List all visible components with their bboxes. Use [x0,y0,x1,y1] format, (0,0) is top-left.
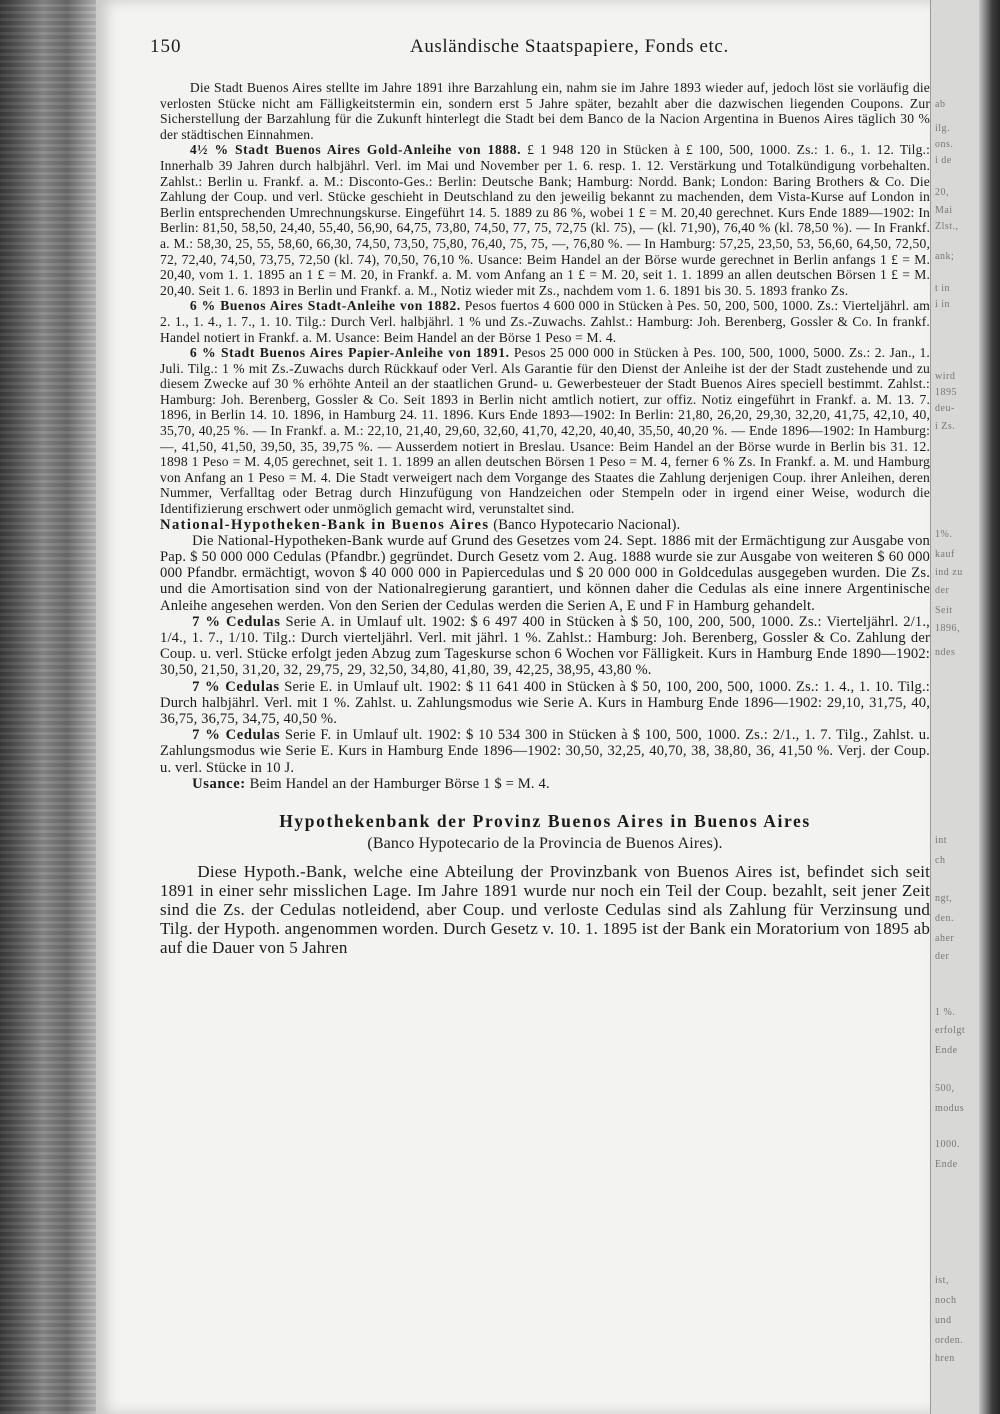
loan-title: 6 % Buenos Aires Stadt-Anleihe von 1882. [189,298,461,314]
neighbor-text-fragment: aher [935,933,955,944]
neighbor-text-fragment: i Zs. [935,421,956,432]
neighbor-text-fragment: Zlst., [935,221,959,232]
cedulas-title: 7 % Cedulas [192,678,280,695]
neighbor-text-fragment: der [935,585,950,596]
neighbor-text-fragment: ind zu [935,567,963,578]
neighbor-text-fragment: Mai [935,205,953,216]
running-title: Ausländische Staatspapiere, Fonds etc. [410,36,729,57]
paragraph-intro [160,533,930,614]
neighbor-text-fragment: ch [935,855,946,866]
section-national-mortgage-bank [160,517,930,792]
paragraph-cedulas-serie-f [160,727,930,776]
page-header [150,36,920,62]
neighbor-text-fragment: noch [935,1295,957,1306]
section-heading-title: Hypothekenbank der Provinz Buenos Aires in Buenos Aires [279,811,811,832]
section-buenos-aires-city-loans [160,80,930,517]
neighbor-text-fragment: 1%. [935,529,953,540]
paragraph-usance [160,776,930,792]
neighbor-text-fragment: deu- [935,403,955,414]
paragraph-cedulas-serie-a [160,614,930,679]
neighbor-text-fragment: hren [935,1353,955,1364]
neighbor-text-fragment: ab [935,99,946,110]
paragraph-body [160,862,930,957]
neighbor-text-fragment: Seit [935,605,953,616]
paragraph-paper-loan-1891 [160,345,930,517]
paragraph-gold-loan-1888 [160,142,930,298]
neighbor-text-fragment: Ende [935,1159,958,1170]
neighbor-text-fragment: ndes [935,647,956,658]
paragraph-text: Serie F. in Umlauf ult. 1902: $ 10 534 300 in Stücken à $ 100, 500, 1000. Zs.: 2/1., 1. 7. Tilg., Zahlst. u. Zahlungsmodus wie Serie E. Kurs in Hamburg Ende 1896—1902: 30,50, 32,25, 40,70, 38, 38,80, 36, 41,50 %. Verj. der Coup. u. verl. Stücke in 10 J. [160,727,930,776]
neighbor-text-fragment: Ende [935,1045,958,1056]
scan-edge-shadow [979,0,1000,1414]
neighbor-text-fragment: ank; [935,251,955,262]
paragraph-cedulas-serie-e [160,679,930,728]
neighbor-text-fragment: erfolgt [935,1025,966,1036]
neighbor-text-fragment: 500, [935,1083,955,1094]
page-content [160,80,930,1410]
scan-binding-gutter [0,0,96,1414]
neighbor-text-fragment: ist, [935,1275,949,1286]
neighbor-text-fragment: und [935,1315,952,1326]
neighbor-text-fragment: der [935,951,950,962]
neighbor-text-fragment: 1895 [935,387,957,398]
neighbor-text-fragment: wird [935,371,956,382]
paragraph-text: Pesos 25 000 000 in Stücken à Pes. 100, 500, 1000, 5000. Zs.: 2. Jan., 1. Juli. Tilg.: 1 % mit Zs.-Zuwachs durch Rückkauf oder Verl. Als Garantie für den Dienst der Anleihe ist der der Stadt zustehende und zu diesem Zwecke auf 30 % erhöhte Anteil an der staatlichen Grund- u. Gewerbesteuer der Stadt Buenos Aires speciell bestimmt. Zahlst.: Hamburg: Joh. Berenberg, Gossler & Co. Seit 1893 in Berlin nicht amtlich notiert, zur offiz. Notiz eingeführt in Frankf. a. M. 13. 7. 1896, in Berlin 14. 10. 1896, in Hamburg 24. 11. 1896. Kurs Ende 1893—1902: In Berlin: 21,80, 26,20, 29,30, 32,20, 41,75, 42,10, 40, 35,70, 40,25 %. — In Frankf. a. M.: 22,10, 21,40, 29,60, 32,60, 41,70, 42,20, 40,40, 35,50, 40,20 %. — Ende 1896—1902: In Hamburg: —, 41,50, 41,50, 39,50, 35, 39,75 %. — Ausserdem notiert in Breslau. Usance: Beim Handel an der Börse wurde in Berlin bis 31. 12. 1898 1 Peso = M. 4,05 gerechnet, seit 1. 1. 1899 an allen deutschen Börsen 1 Peso = M. 4, ferner 6 % Zs. In Frankf. a. M. und Hamburg von Anfang an 1 Peso = M. 4. Die Stadt verweigert nach dem Vorgange des Staates die Zahlung derjenigen Coup. ihrer Anleihen, deren Nummer, Verfalltag oder Betrag durch Hinzufügung von Handzeichen oder Stempeln oder in irgend einer Weise, wodurch die Identifizierung erschwert oder unmöglich gemacht wird, verunstaltet sind. [160,345,930,517]
neighbor-text-fragment: 1000. [935,1139,960,1150]
neighbor-text-fragment: kauf [935,549,955,560]
neighbor-text-fragment: 20, [935,187,949,198]
paragraph-intro [160,80,930,142]
section-heading-subtitle: (Banco Hypotecario de la Provincia de Buenos Aires). [367,835,723,853]
neighbor-text-fragment: i in [935,299,951,310]
adjacent-page-strip [930,0,1000,1414]
section-heading [160,517,930,533]
section-heading-subtitle: (Banco Hypotecario Nacional). [493,516,681,533]
neighbor-text-fragment: ngt, [935,893,953,904]
neighbor-text-fragment: modus [935,1103,965,1114]
loan-title: 4½ % Stadt Buenos Aires Gold-Anleihe von 1888. [189,142,522,158]
neighbor-text-fragment: i de [935,155,952,166]
page-number: 150 [150,36,182,57]
section-provincial-mortgage-bank [160,810,930,957]
neighbor-text-fragment: orden. [935,1335,964,1346]
paragraph-city-loan-1882 [160,298,930,345]
paragraph-text: Beim Handel an der Hamburger Börse 1 $ = M. 4. [249,775,550,792]
paragraph-text: Die National-Hypotheken-Bank wurde auf Grund des Gesetzes vom 24. Sept. 1886 mit der Ermächtigung zur Ausgabe von Pap. $ 50 000 000 Cedulas (Pfandbr.) gegründet. Durch Gesetz vom 2. Aug. 1888 wurde sie zur Ausgabe von weiteren $ 60 000 000 Pfandbr. ermächtigt, wovon $ 40 000 000 in Papiercedulas und $ 20 000 000 in Goldcedulas ausgegeben wurden. Die Zs. und die Amortisation sind von der Nationalregierung garantiert, und können daher die Cedulas als eine innere Argentinische Anleihe angesehen werden. Von den Serien der Cedulas werden die Serien A, E und F in Hamburg gehandelt. [160,532,930,614]
neighbor-text-fragment: ons. [935,139,954,150]
paragraph-text: Pesos fuertos 4 600 000 in Stücken à Pes. 50, 200, 500, 1000. Zs.: Vierteljährl. am 2. 1., 1. 4., 1. 7., 1. 10. Tilg.: Durch Verl. halbjährl. 1 % und Zs.-Zuwachs. Zahlst.: Hamburg: Joh. Berenberg, Gossler & Co. In frankf. Handel notiert in Frankf. a. M. Usance: Beim Handel an der Börse 1 Peso = M. 4. [160,298,930,345]
cedulas-title: 7 % Cedulas [192,727,281,744]
neighbor-text-fragment: int [935,835,948,846]
neighbor-text-fragment: den. [935,913,954,924]
loan-title: 6 % Stadt Buenos Aires Papier-Anleihe von 1891. [189,345,510,361]
paragraph-text: £ 1 948 120 in Stücken à £ 100, 500, 1000. Zs.: 1. 6., 1. 12. Tilg.: Innerhalb 39 Jahren durch halbjährl. Verl. im Mai und November per 1. 6. resp. 1. 12. Verstärkung und Totalkündigung vorbehalten. Zahlst.: Berlin u. Frankf. a. M.: Disconto-Ges.: Berlin: Deutsche Bank; Hamburg: Nordd. Bank; London: Baring Brothers & Co. Die Zahlung der Coup. und verl. Stücke geschieht in Deutschland zu den jeweilig bekannt zu machenden, dem Vista-Kurse auf London in Berlin entsprechenden Umrechnungskurse. Eingeführt 14. 5. 1889 zu 86 %, wobei 1 £ = M. 20,40 gerechnet. Kurs Ende 1889—1902: In Berlin: 81,50, 58,50, 24,40, 55,40, 56,90, 64,75, 73,80, 74,50, 77, 75, 72,75 (kl. 75), — (kl. 71,90), 76,40 % (kl. 78,50 %). — In Frankf. a. M.: 58,30, 25, 55, 58,60, 66,30, 74,50, 73,50, 75,80, 76,40, 75, 75, —, 76,80 %. — In Hamburg: 57,25, 23,50, 53, 56,60, 64,50, 72,50, 72, 72,40, 74,50, 73,75, 72,50 (kl. 74), 70,50, 76,10 %. Usance: Beim Handel an der Börse wurde gerechnet in Berlin anfangs 1 £ = M. 20,40, vom 1. 1. 1895 an 1 £ = M. 20, in Frankf. a. M. vom Anfang an 1 £ = M. 20, seit 1. 1. 1899 an allen deutschen Börsen 1 £ = M. 20,40. Seit 1. 6. 1893 in Berlin und Frankf. a. M., Notiz wieder mit Zs., nachdem vom 1. 6. 1891 bis 30. 5. 1893 franko Zs. [160,142,930,298]
usance-label: Usance: [192,775,246,792]
paragraph-text: Serie A. in Umlauf ult. 1902: $ 6 497 400 in Stücken à $ 50, 100, 200, 500, 1000. Zs.: Vierteljährl. 2/1., 1/4., 1. 7., 1/10. Tilg.: Durch vierteljährl. Verl. mit jährl. 1 %. Zahlst.: Hamburg: Joh. Berenberg, Gossler & Co. Zahlung der Coup. u. verl. Stücke erfolgt jeden Abzug zum Tageskurse schon 6 Wochen vor Fälligkeit. Kurs in Hamburg Ende 1890—1902: 30,50, 21,50, 31,20, 32, 29,75, 29, 32,50, 34,80, 41,80, 39, 42,25, 38,95, 43,80 %. [160,613,930,679]
neighbor-text-fragment: 1896, [935,623,960,634]
paragraph-text: Diese Hypoth.-Bank, welche eine Abteilung der Provinzbank von Buenos Aires ist, befindet sich seit 1891 in einer sehr misslichen Lage. Im Jahre 1891 wurde nur noch ein Teil der Coup. bezahlt, seit jener Zeit sind die Zs. der Cedulas notleidend, aber Coup. und verloste Cedulas sind als Zahlung für Verzinsung und Tilg. der Hypoth. angenommen worden. Durch Gesetz v. 10. 1. 1895 ist der Bank ein Moratorium von 1895 ab auf die Dauer von 5 Jahren [160,862,930,958]
cedulas-title: 7 % Cedulas [192,613,281,630]
section-heading-title: National-Hypotheken-Bank in Buenos Aires [160,516,490,533]
neighbor-text-fragment: ilg. [935,123,951,134]
neighbor-text-fragment: t in [935,283,951,294]
neighbor-text-fragment: 1 %. [935,1007,956,1018]
paragraph-text: Serie E. in Umlauf ult. 1902: $ 11 641 400 in Stücken à $ 50, 100, 200, 500, 1000. Zs.: 1. 4., 1. 10. Tilg.: Durch halbjährl. Verl. mit 1 %. Zahlst. u. Zahlungsmodus wie Serie A. Kurs in Hamburg Ende 1896—1902: 29,10, 31,75, 40, 36,75, 36,75, 34,75, 40,50 %. [160,678,930,728]
paragraph-text: Die Stadt Buenos Aires stellte im Jahre 1891 ihre Barzahlung ein, nahm sie im Jahre 1893 wieder auf, jedoch löst sie vorläufig die verlosten Stücke nicht am Fälligkeitstermin ein, sondern erst 5 Jahre später, bezahlt aber die dazwischen liegenden Coupons. Zur Sicherstellung der Barzahlung für die Zukunft hinterlegt die Stadt bei dem Banco de la Nacion Argentina in Buenos Aires täglich 30 % der städtischen Einnahmen. [160,80,930,142]
